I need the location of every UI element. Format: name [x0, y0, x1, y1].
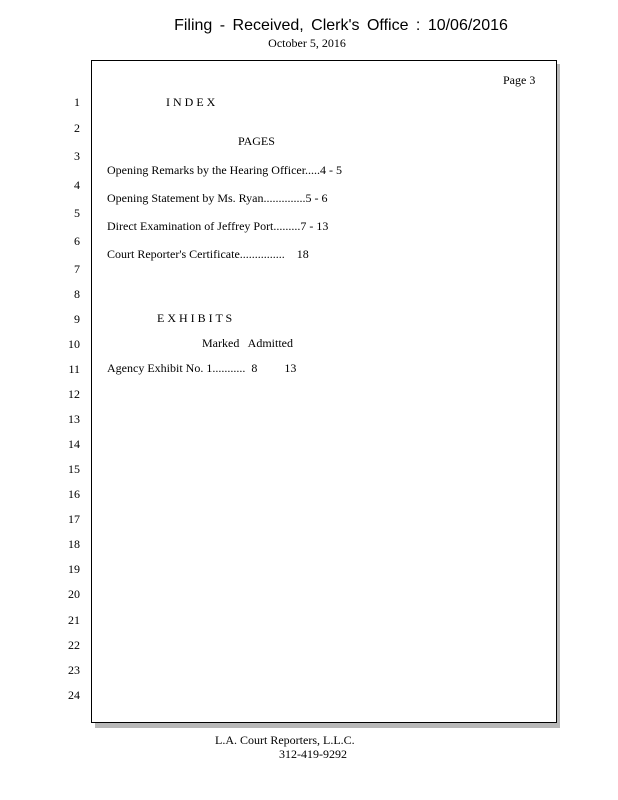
line-number: 16	[68, 487, 80, 501]
index-entry: Direct Examination of Jeffrey Port.........7 - 13	[107, 219, 329, 233]
line-number: 6	[74, 234, 80, 248]
line-number: 18	[68, 537, 80, 551]
hearing-date-text: October 5, 2016	[268, 36, 346, 50]
transcript-page	[91, 60, 557, 723]
filing-stamp: Filing - Received, Clerk's Office : 10/06/2016	[174, 17, 508, 34]
court-reporter-name: L.A. Court Reporters, L.L.C.	[215, 733, 355, 747]
line-number: 17	[68, 512, 80, 526]
exhibit-entry: Agency Exhibit No. 1........... 8 13	[107, 361, 297, 375]
line-number: 2	[74, 121, 80, 135]
hearing-date	[0, 36, 618, 51]
line-number: 19	[68, 562, 80, 576]
line-number: 14	[68, 437, 80, 451]
line-number: 5	[74, 206, 80, 220]
index-entry: Court Reporter's Certificate............... 18	[107, 247, 309, 261]
line-number: 15	[68, 462, 80, 476]
line-number: 21	[68, 613, 80, 627]
line-number: 10	[68, 337, 80, 351]
line-number: 22	[68, 638, 80, 652]
index-entry: Opening Remarks by the Hearing Officer.....4 - 5	[107, 163, 343, 177]
exhibit-columns-header: Marked Admitted	[202, 336, 293, 350]
line-number: 23	[68, 663, 80, 677]
line-number: 3	[74, 149, 80, 163]
court-reporter-phone: 312-419-9292	[279, 747, 347, 761]
line-number: 8	[74, 287, 80, 301]
index-heading: I N D E X	[166, 95, 216, 109]
index-entry: Opening Statement by Ms. Ryan..............5 - 6	[107, 191, 328, 205]
line-number: 7	[74, 262, 80, 276]
line-number: 9	[74, 312, 80, 326]
line-number: 4	[74, 178, 80, 192]
line-number: 12	[68, 387, 80, 401]
line-number: 24	[68, 688, 80, 702]
line-number: 20	[68, 587, 80, 601]
line-number: 1	[74, 95, 80, 109]
pages-heading: PAGES	[238, 134, 275, 148]
exhibits-heading: E X H I B I T S	[157, 311, 233, 325]
page-number-label: Page 3	[503, 73, 536, 87]
line-number: 11	[68, 362, 80, 376]
line-number: 13	[68, 412, 80, 426]
